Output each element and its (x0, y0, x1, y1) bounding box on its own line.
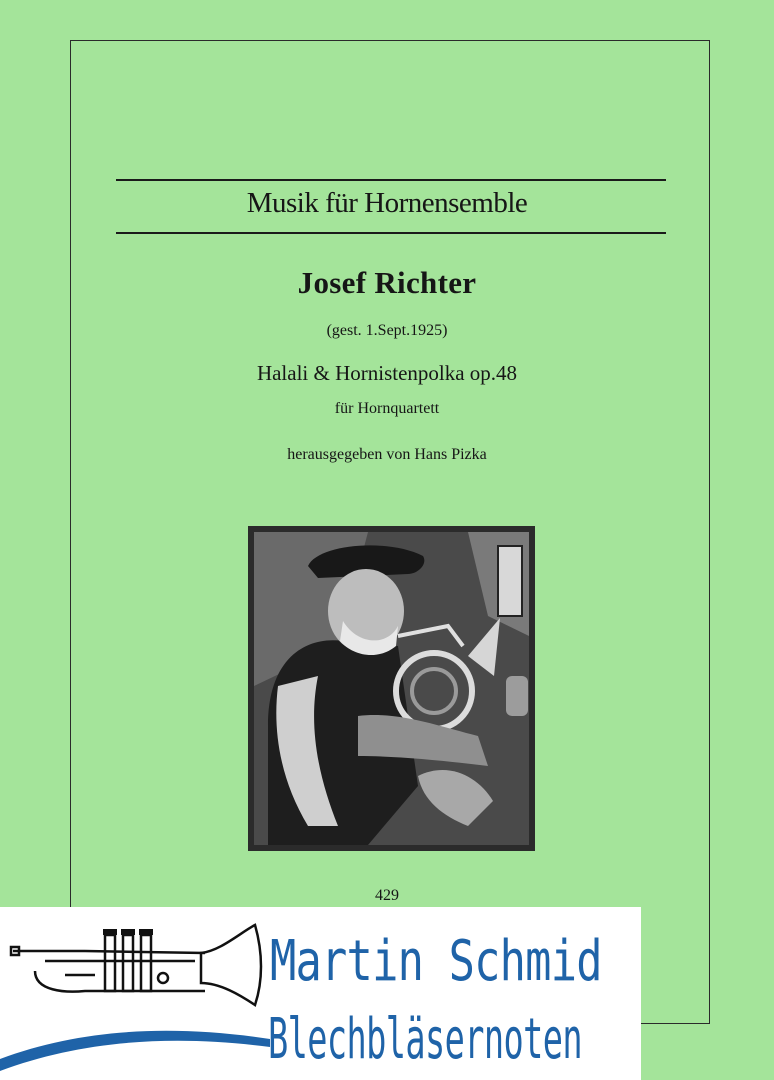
publisher-subtitle: Blechbläsernoten (268, 1007, 583, 1072)
series-title: Musik für Hornensemble (246, 187, 528, 219)
brand-swoosh (0, 1019, 270, 1079)
composer-name: Josef Richter (297, 265, 477, 300)
composer-dates: (gest. 1.Sept.1925) (326, 322, 448, 339)
publisher-banner (0, 907, 641, 1080)
publisher-name: Martin Schmid (270, 929, 602, 994)
instrumentation: für Hornquartett (334, 400, 440, 417)
editor-credit: herausgegeben von Hans Pizka (287, 446, 487, 463)
trumpet-logo-icon (5, 913, 267, 1013)
catalog-number: 429 (375, 887, 399, 904)
series-rule-bottom (116, 232, 666, 234)
series-rule-top (116, 179, 666, 181)
hornist-illustration (248, 526, 535, 851)
work-title: Halali & Hornistenpolka op.48 (256, 361, 518, 385)
